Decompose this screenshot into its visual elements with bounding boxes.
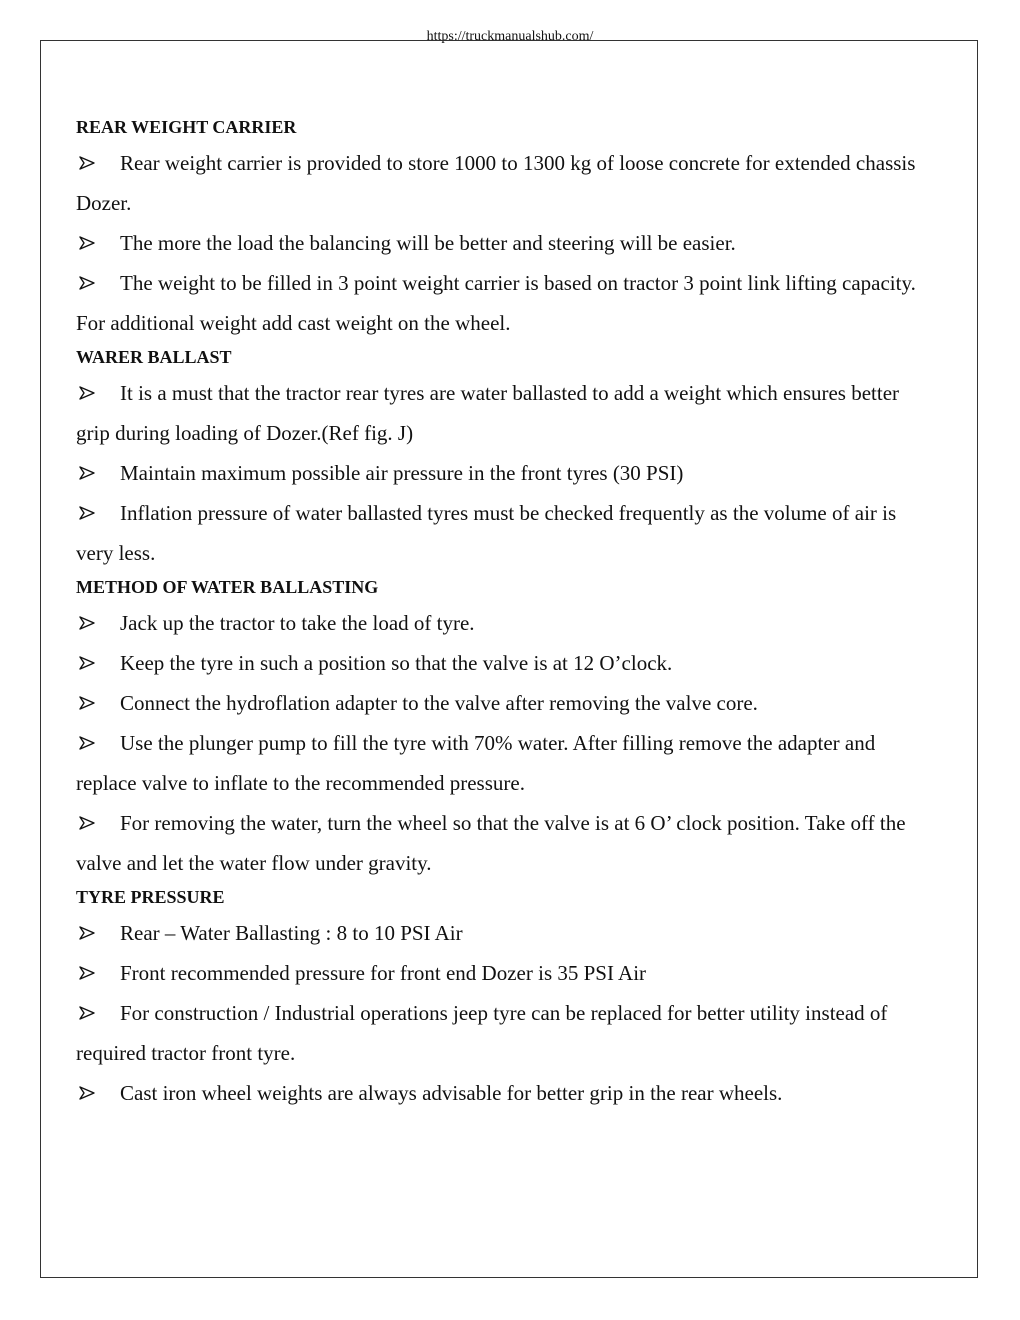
arrow-bullet-icon: [76, 683, 106, 723]
arrow-bullet-icon: [76, 223, 106, 263]
bullet-text: Use the plunger pump to fill the tyre with 70% water. After filling remove the adapter and replace valve to inflate to the recommended pressure.: [76, 731, 876, 795]
header-url[interactable]: https://truckmanualshub.com/: [426, 29, 594, 44]
bullet-item: [76, 493, 936, 573]
bullet-text: Rear weight carrier is provided to store 1000 to 1300 kg of loose concrete for extended chassis Dozer.: [76, 151, 916, 215]
arrow-bullet-icon: [76, 723, 106, 763]
bullet-item: [76, 993, 936, 1073]
bullet-item: [76, 453, 936, 493]
bullet-item: [76, 143, 936, 223]
arrow-bullet-icon: [76, 993, 106, 1033]
section-heading: METHOD OF WATER BALLASTING: [76, 577, 379, 597]
bullet-item: [76, 643, 936, 683]
arrow-bullet-icon: [76, 953, 106, 993]
bullet-text: Maintain maximum possible air pressure in the front tyres (30 PSI): [120, 461, 684, 485]
arrow-bullet-icon: [76, 453, 106, 493]
arrow-bullet-icon: [76, 643, 106, 683]
arrow-bullet-icon: [76, 373, 106, 413]
section-heading: WARER BALLAST: [76, 347, 232, 367]
bullet-item: [76, 803, 936, 883]
arrow-bullet-icon: [76, 803, 106, 843]
bullet-text: The more the load the balancing will be better and steering will be easier.: [120, 231, 736, 255]
arrow-bullet-icon: [76, 143, 106, 183]
bullet-item: [76, 683, 936, 723]
arrow-bullet-icon: [76, 493, 106, 533]
bullet-text: Inflation pressure of water ballasted tyres must be checked frequently as the volume of air is very less.: [76, 501, 897, 565]
bullet-text: Cast iron wheel weights are always advisable for better grip in the rear wheels.: [120, 1081, 783, 1105]
bullet-text: Connect the hydroflation adapter to the valve after removing the valve core.: [120, 691, 758, 715]
bullet-text: Keep the tyre in such a position so that the valve is at 12 O’clock.: [120, 651, 673, 675]
bullet-item: [76, 373, 936, 453]
bullet-item: [76, 953, 936, 993]
bullet-text: Rear – Water Ballasting : 8 to 10 PSI Air: [120, 921, 463, 945]
bullet-item: [76, 223, 936, 263]
arrow-bullet-icon: [76, 1073, 106, 1113]
bullet-text: For removing the water, turn the wheel so that the valve is at 6 O’ clock position. Take off the valve and let the water flow under gravity.: [76, 811, 906, 875]
bullet-text: The weight to be filled in 3 point weight carrier is based on tractor 3 point link lifting capacity. For additional weight add cast weight on the wheel.: [76, 271, 916, 335]
bullet-text: It is a must that the tractor rear tyres are water ballasted to add a weight which ensures better grip during loading of Dozer.(Ref fig. J): [76, 381, 900, 445]
arrow-bullet-icon: [76, 263, 106, 303]
bullet-text: Front recommended pressure for front end Dozer is 35 PSI Air: [120, 961, 647, 985]
arrow-bullet-icon: [76, 913, 106, 953]
bullet-text: Jack up the tractor to take the load of tyre.: [120, 611, 475, 635]
bullet-item: [76, 723, 936, 803]
bullet-item: [76, 603, 936, 643]
bullet-item: [76, 1073, 936, 1113]
bullet-text: For construction / Industrial operations jeep tyre can be replaced for better utility instead of required tractor front tyre.: [76, 1001, 888, 1065]
bullet-item: [76, 913, 936, 953]
document-body: [76, 113, 936, 1113]
section-heading: TYRE PRESSURE: [76, 887, 225, 907]
arrow-bullet-icon: [76, 603, 106, 643]
bullet-item: [76, 263, 936, 343]
section-heading: REAR WEIGHT CARRIER: [76, 117, 297, 137]
